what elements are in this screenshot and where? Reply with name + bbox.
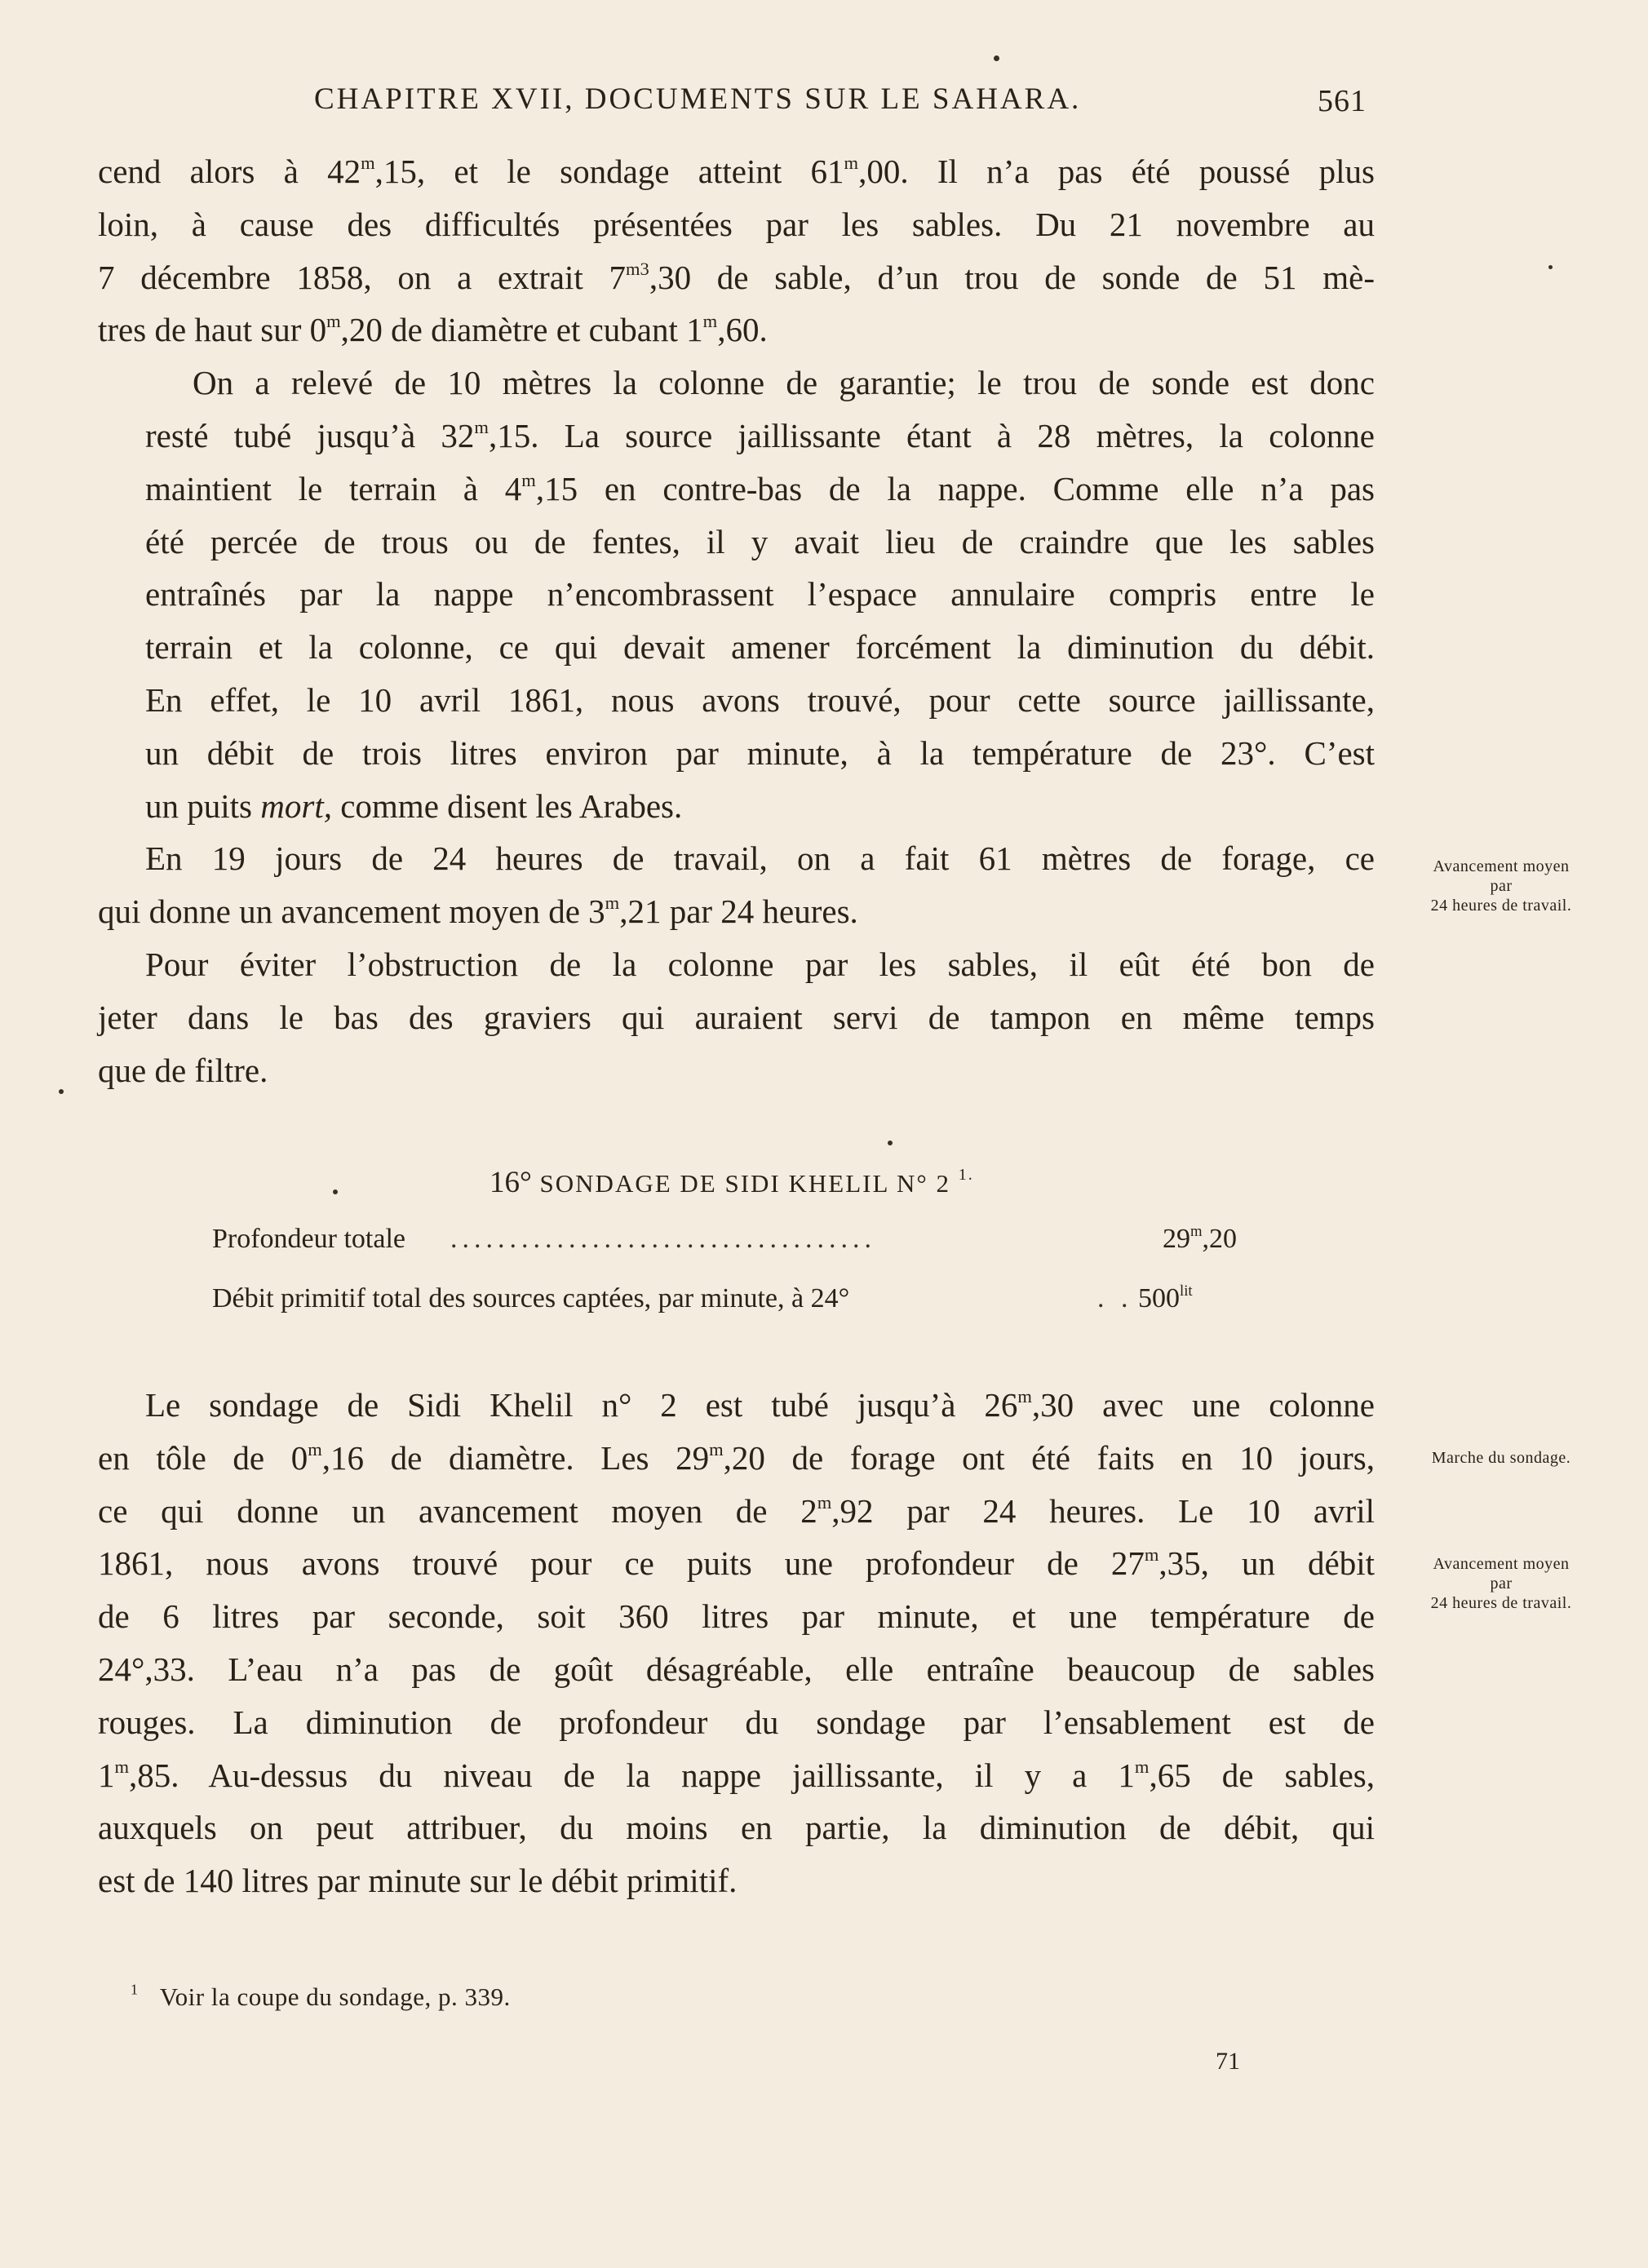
- ink-speck: [333, 1189, 338, 1194]
- text-line: cend alors à 42$^m$,15, et le sondage atteint 61$^m$,00. Il n’a pas été poussé plus: [98, 153, 1375, 190]
- signature-mark: 71: [1216, 2048, 1240, 2075]
- text-line: est de 140 litres par minute sur le débit primitif.: [98, 1862, 738, 1900]
- text-line: qui donne un avancement moyen de 3$^m$,21 par 24 heures.: [98, 893, 858, 931]
- ink-speck: [994, 55, 999, 61]
- body-text-bottom: [98, 1379, 1375, 1907]
- text-line: terrain et la colonne, ce qui devait amener forcément la diminution du débit.: [145, 628, 1375, 667]
- section-title: [490, 1165, 974, 1200]
- text-line: été percée de trous ou de fentes, il y avait lieu de craindre que les sables: [145, 522, 1375, 560]
- section-heading: SONDAGE DE SIDI KHELIL N° 2: [539, 1169, 951, 1198]
- text-line: 1861, nous avons trouvé pour ce puits une profondeur de 27$^m$,35, un débit: [98, 1544, 1375, 1583]
- text-line: resté tubé jusqu’à 32$^m$,15. La source jaillissante étant à 28 mètres, la colonne: [145, 416, 1375, 454]
- text-line: ce qui donne un avancement moyen de 2$^m$,92 par 24 heures. Le 10 avril: [98, 1491, 1375, 1530]
- text-line: En effet, le 10 avril 1861, nous avons trouvé, pour cette source jaillissante,: [145, 680, 1375, 719]
- text-line: Le sondage de Sidi Khelil n° 2 est tubé jusqu’à 26$^m$,30 avec une colonne: [145, 1386, 1375, 1424]
- text-line: Pour éviter l’obstruction de la colonne par les sables, il eût été bon de: [145, 945, 1375, 983]
- ink-speck: [1548, 265, 1553, 269]
- text-line: On a relevé de 10 mètres la colonne de garantie; le trou de sonde est donc: [193, 364, 1375, 402]
- page-number: 561: [1318, 84, 1367, 118]
- text-line: maintient le terrain à 4$^m$,15 en contre-bas de la nappe. Comme elle n’a pas: [145, 469, 1376, 507]
- dot-leader: ....................................: [450, 1224, 876, 1254]
- text-line: 1$^m$,85. Au-dessus du niveau de la nappe jaillissante, il y a 1$^m$,65 de sables,: [98, 1756, 1375, 1794]
- text-line: en tôle de 0$^m$,16 de diamètre. Les 29$^m$,20 de forage ont été faits en 10 jours,: [98, 1438, 1375, 1477]
- margin-note-line: Avancement moyen: [1433, 857, 1570, 875]
- text-line: auxquels on peut attribuer, du moins en partie, la diminution de débit, qui: [98, 1809, 1375, 1847]
- paragraph: [98, 357, 1375, 832]
- text-line: rouges. La diminution de profondeur du sondage par l’ensablement est de: [98, 1703, 1375, 1741]
- text-line: que de filtre.: [98, 1051, 268, 1089]
- text-line: jeter dans le bas des graviers qui auraient servi de tampon en même temps: [98, 998, 1375, 1036]
- text-line: loin, à cause des difficultés présentées par les sables. Du 21 novembre au: [98, 205, 1375, 243]
- paragraph: [98, 145, 1375, 357]
- table-value: $500^{lit}$: [1138, 1282, 1193, 1313]
- footnote-text: Voir la coupe du sondage, p. 339.: [159, 1982, 511, 2011]
- margin-note-avancement-2: [1391, 1554, 1611, 1613]
- running-title: CHAPITRE XVII, DOCUMENTS SUR LE SAHARA.: [314, 82, 1082, 116]
- footnote: [131, 1982, 511, 2012]
- table-row: [212, 1283, 1273, 1324]
- table-label: Débit primitif total des sources captées, par minute, à 24°: [212, 1283, 850, 1313]
- footnote-ref: 1.: [958, 1166, 974, 1184]
- table-row: [212, 1224, 1273, 1265]
- text-line: entraînés par la nappe n’encombrassent l’espace annulaire compris entre le: [145, 575, 1375, 614]
- text-line: tres de haut sur 0$^m$,20 de diamètre et cubant 1$^m$,60.: [98, 311, 768, 349]
- text-line: un débit de trois litres environ par minute, à la température de 23°. C’est: [145, 733, 1375, 772]
- margin-note-line: 24 heures de travail.: [1430, 897, 1572, 915]
- text-line: 24°,33. L’eau n’a pas de goût désagréable, elle entraîne beaucoup de sables: [98, 1650, 1375, 1688]
- section-number: 16°: [490, 1166, 532, 1199]
- margin-note-line: par: [1490, 877, 1513, 895]
- page-header: [0, 82, 1648, 139]
- dot-leader: . .: [1097, 1283, 1133, 1313]
- margin-note-line: par: [1490, 1575, 1513, 1592]
- margin-note-marche: Marche du sondage.: [1431, 1449, 1571, 1467]
- paragraph: [98, 1379, 1375, 1907]
- text-line: 7 décembre 1858, on a extrait $7^{m3},30$ de sable, d’un trou de sonde de 51 mè-: [98, 258, 1375, 296]
- text-line: de 6 litres par seconde, soit 360 litres par minute, et une température de: [98, 1597, 1375, 1636]
- table-value: 29$^m$,20: [1163, 1222, 1238, 1254]
- paragraph: [98, 832, 1375, 938]
- ink-speck: [59, 1089, 64, 1094]
- text-line: En 19 jours de 24 heures de travail, on a fait 61 mètres de forage, ce: [145, 839, 1375, 878]
- margin-note-avancement-1: [1391, 857, 1611, 915]
- ink-speck: [888, 1141, 893, 1145]
- text-line: un puits mort, comme disent les Arabes.: [145, 786, 683, 825]
- footnote-marker: 1: [131, 1981, 139, 1998]
- paragraph: [98, 938, 1375, 1096]
- margin-note-line: Avancement moyen: [1433, 1555, 1570, 1573]
- table-label: Profondeur totale: [212, 1224, 405, 1254]
- body-text-top: [98, 145, 1375, 1096]
- margin-note-line: 24 heures de travail.: [1430, 1594, 1572, 1612]
